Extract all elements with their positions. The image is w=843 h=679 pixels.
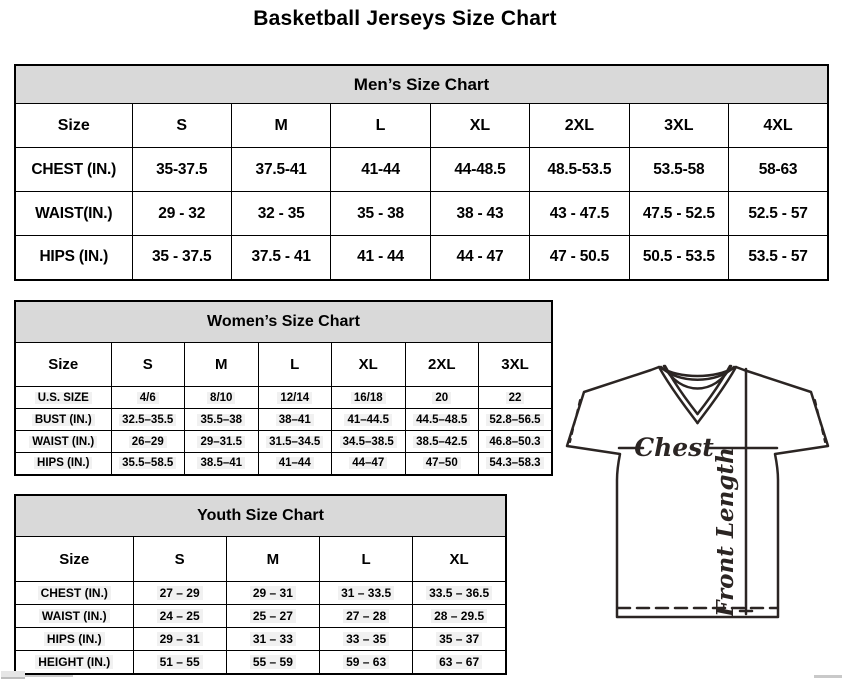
womens-table-title-row [15, 301, 552, 343]
youth-row-label-text: WAIST (IN.) [39, 609, 110, 623]
youth-cell-text: 63 – 67 [436, 655, 482, 669]
youth-table-title: Youth Size Chart [15, 495, 506, 537]
youth-row-label [15, 605, 133, 628]
womens-cell-text: 20 [432, 392, 451, 404]
womens-cell [332, 409, 406, 431]
womens-row [15, 431, 552, 453]
youth-cell-text: 55 – 59 [250, 655, 296, 669]
womens-cell-text: 16/18 [351, 392, 386, 404]
mens-cell: 35 - 37.5 [132, 236, 231, 280]
mens-cell: 29 - 32 [132, 192, 231, 236]
womens-cell-text: 47–50 [423, 457, 461, 469]
youth-cell [226, 605, 319, 628]
mens-column-header: S [132, 104, 231, 148]
youth-cell [320, 582, 413, 605]
womens-cell-text: 29–31.5 [197, 436, 245, 448]
youth-size-header-row [15, 537, 506, 582]
mens-cell: 38 - 43 [430, 192, 529, 236]
womens-cell [258, 409, 332, 431]
youth-row-label-text: CHEST (IN.) [38, 586, 111, 600]
youth-row [15, 628, 506, 651]
womens-cell [405, 431, 479, 453]
mens-cell: 50.5 - 53.5 [629, 236, 728, 280]
womens-cell-text: 26–29 [129, 436, 167, 448]
womens-cell [479, 409, 553, 431]
youth-cell [133, 582, 226, 605]
youth-cell [226, 651, 319, 674]
mens-cell: 37.5 - 41 [231, 236, 330, 280]
mens-corner-label: Size [15, 104, 132, 148]
womens-row [15, 409, 552, 431]
youth-cell [320, 605, 413, 628]
womens-cell [332, 387, 406, 409]
youth-cell [133, 628, 226, 651]
mens-cell: 35-37.5 [132, 148, 231, 192]
womens-cell-text: 41–44 [276, 457, 314, 469]
mens-cell: 37.5-41 [231, 148, 330, 192]
jersey-measurement-diagram [556, 360, 842, 630]
womens-cell [258, 431, 332, 453]
womens-corner-label: Size [15, 343, 111, 387]
mens-cell: 35 - 38 [331, 192, 430, 236]
womens-cell-text: 34.5–38.5 [340, 436, 397, 448]
womens-column-header: XL [332, 343, 406, 387]
youth-row [15, 582, 506, 605]
mens-size-header-row [15, 104, 828, 148]
womens-cell-text: 52.8–56.5 [486, 414, 543, 426]
mens-row [15, 148, 828, 192]
womens-column-header: S [111, 343, 185, 387]
womens-cell-text: 44.5–48.5 [413, 414, 470, 426]
mens-cell: 41 - 44 [331, 236, 430, 280]
womens-cell [332, 431, 406, 453]
womens-column-header: L [258, 343, 332, 387]
womens-row-label [15, 453, 111, 475]
womens-column-header: 2XL [405, 343, 479, 387]
womens-row [15, 453, 552, 475]
mens-cell: 52.5 - 57 [729, 192, 828, 236]
chest-label: Chest [634, 433, 714, 462]
womens-cell [405, 387, 479, 409]
womens-cell-text: 38.5–41 [197, 457, 245, 469]
youth-cell [226, 582, 319, 605]
mens-table-title: Men’s Size Chart [15, 65, 828, 104]
womens-size-header-row [15, 343, 552, 387]
womens-cell-text: 12/14 [277, 392, 312, 404]
youth-cell [320, 628, 413, 651]
youth-column-header: XL [413, 537, 506, 582]
womens-cell [111, 431, 185, 453]
mens-column-header: 3XL [629, 104, 728, 148]
womens-cell-text: 38.5–42.5 [413, 436, 470, 448]
youth-corner-label: Size [15, 537, 133, 582]
youth-cell-text: 29 – 31 [157, 632, 203, 646]
youth-cell-text: 31 – 33 [250, 632, 296, 646]
mens-cell: 58-63 [729, 148, 828, 192]
youth-cell-text: 27 – 28 [343, 609, 389, 623]
youth-column-header: L [320, 537, 413, 582]
mens-column-header: L [331, 104, 430, 148]
womens-cell [479, 387, 553, 409]
womens-cell [258, 453, 332, 475]
womens-cell [185, 409, 259, 431]
youth-row [15, 605, 506, 628]
womens-cell [185, 431, 259, 453]
womens-cell [332, 453, 406, 475]
youth-cell-text: 33.5 – 36.5 [426, 586, 492, 600]
youth-cell [320, 651, 413, 674]
womens-cell-text: 46.8–50.3 [486, 436, 543, 448]
womens-row-label-text: HIPS (IN.) [34, 457, 92, 469]
womens-cell [111, 387, 185, 409]
youth-row-label-text: HIPS (IN.) [44, 632, 105, 646]
womens-cell [185, 453, 259, 475]
youth-cell [413, 605, 506, 628]
mens-column-header: M [231, 104, 330, 148]
jersey-outline [567, 367, 828, 617]
youth-cell [226, 628, 319, 651]
mens-cell: 48.5-53.5 [530, 148, 629, 192]
youth-cell-text: 33 – 35 [343, 632, 389, 646]
front-length-label: Front Length [712, 447, 739, 617]
mens-column-header: 2XL [530, 104, 629, 148]
womens-row-label [15, 387, 111, 409]
youth-cell-text: 24 – 25 [157, 609, 203, 623]
womens-column-header: M [185, 343, 259, 387]
youth-cell-text: 51 – 55 [157, 655, 203, 669]
womens-cell-text: 8/10 [207, 392, 235, 404]
scrollbar-track-fragment[interactable] [25, 675, 73, 677]
womens-cell-text: 4/6 [137, 392, 159, 404]
mens-cell: 53.5 - 57 [729, 236, 828, 280]
youth-row-label [15, 628, 133, 651]
mens-cell: 53.5-58 [629, 148, 728, 192]
womens-cell-text: 54.3–58.3 [486, 457, 543, 469]
youth-row [15, 651, 506, 674]
womens-row [15, 387, 552, 409]
womens-cell [258, 387, 332, 409]
youth-cell [413, 582, 506, 605]
mens-cell: 47.5 - 52.5 [629, 192, 728, 236]
womens-column-header: 3XL [479, 343, 553, 387]
womens-row-label-text: BUST (IN.) [32, 414, 95, 426]
youth-row-label [15, 582, 133, 605]
mens-row-label: CHEST (IN.) [15, 148, 132, 192]
mens-column-header: 4XL [729, 104, 828, 148]
womens-cell [479, 431, 553, 453]
youth-cell [133, 605, 226, 628]
youth-cell [413, 628, 506, 651]
womens-row-label [15, 431, 111, 453]
mens-cell: 43 - 47.5 [530, 192, 629, 236]
womens-cell-text: 35.5–38 [197, 414, 245, 426]
womens-cell-text: 38–41 [276, 414, 314, 426]
mens-cell: 47 - 50.5 [530, 236, 629, 280]
womens-cell-text: 41–44.5 [344, 414, 392, 426]
womens-cell-text: 22 [506, 392, 525, 404]
youth-cell-text: 29 – 31 [250, 586, 296, 600]
womens-cell [405, 409, 479, 431]
mens-cell: 41-44 [331, 148, 430, 192]
youth-cell-text: 25 – 27 [250, 609, 296, 623]
womens-size-table [14, 300, 553, 476]
youth-table-title-row [15, 495, 506, 537]
mens-row [15, 192, 828, 236]
womens-row-label [15, 409, 111, 431]
womens-cell [111, 453, 185, 475]
mens-row-label: HIPS (IN.) [15, 236, 132, 280]
youth-cell-text: 28 – 29.5 [431, 609, 487, 623]
womens-cell-text: 32.5–35.5 [119, 414, 176, 426]
womens-cell-text: 35.5–58.5 [119, 457, 176, 469]
womens-cell [479, 453, 553, 475]
womens-row-label-text: WAIST (IN.) [29, 436, 97, 448]
womens-cell [185, 387, 259, 409]
youth-cell-text: 59 – 63 [343, 655, 389, 669]
mens-row-label: WAIST(IN.) [15, 192, 132, 236]
mens-column-header: XL [430, 104, 529, 148]
page-title: Basketball Jerseys Size Chart [253, 7, 557, 30]
womens-cell-text: 31.5–34.5 [266, 436, 323, 448]
mens-cell: 32 - 35 [231, 192, 330, 236]
youth-cell [413, 651, 506, 674]
womens-cell [405, 453, 479, 475]
youth-cell-text: 35 – 37 [436, 632, 482, 646]
youth-column-header: S [133, 537, 226, 582]
womens-cell-text: 44–47 [349, 457, 387, 469]
womens-cell [111, 409, 185, 431]
mens-cell: 44 - 47 [430, 236, 529, 280]
youth-row-label-text: HEIGHT (IN.) [35, 655, 113, 669]
youth-cell-text: 27 – 29 [157, 586, 203, 600]
mens-row [15, 236, 828, 280]
scrollbar-fragment-left[interactable] [1, 671, 25, 679]
youth-row-label [15, 651, 133, 674]
youth-cell [133, 651, 226, 674]
youth-column-header: M [226, 537, 319, 582]
womens-table-title: Women’s Size Chart [15, 301, 552, 343]
mens-table-title-row [15, 65, 828, 104]
youth-size-table [14, 494, 507, 675]
womens-row-label-text: U.S. SIZE [35, 392, 92, 404]
mens-cell: 44-48.5 [430, 148, 529, 192]
scrollbar-fragment-right[interactable] [814, 675, 842, 678]
youth-cell-text: 31 – 33.5 [338, 586, 394, 600]
mens-size-table [14, 64, 829, 281]
